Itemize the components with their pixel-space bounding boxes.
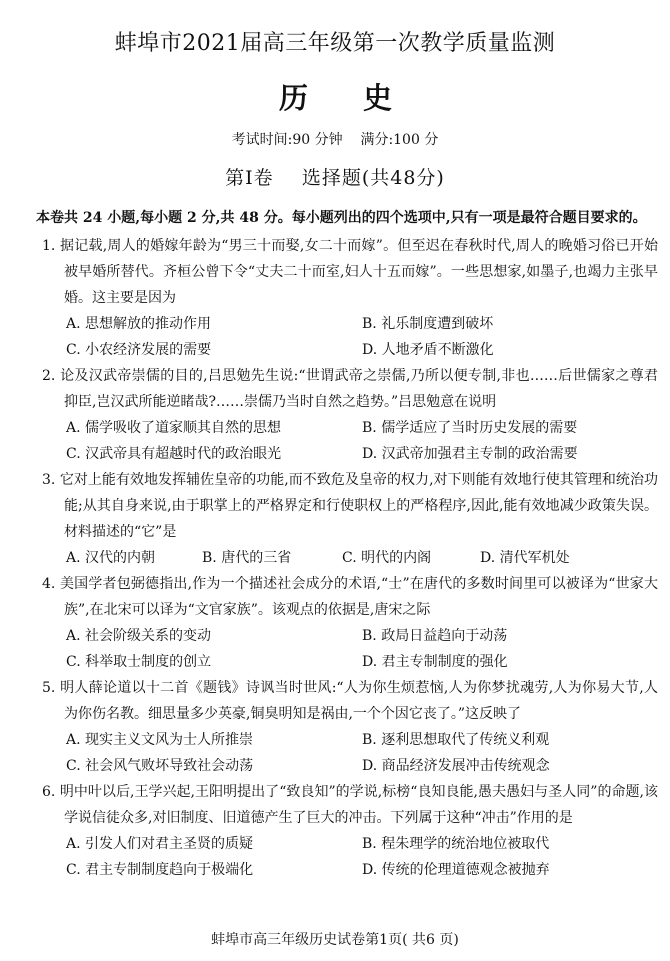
- option-b: B. 逐利思想取代了传统义利观: [362, 732, 550, 748]
- option-d: D. 君主专制制度的强化: [362, 654, 508, 670]
- option-a: A. 社会阶级关系的变动: [66, 628, 212, 644]
- option-a: A. 思想解放的推动作用: [66, 316, 212, 332]
- option-a: A. 引发人们对君主圣贤的质疑: [66, 836, 254, 852]
- question-stem: 2. 论及汉武帝崇儒的目的,吕思勉先生说:“世谓武帝之崇儒,乃所以便专制,非也……后世儒家之尊君抑臣,岂汉武所能逆睹哉?……崇儒乃当时自然之趋势。”吕思勉意在说明: [42, 368, 658, 410]
- option-d: D. 清代军机处: [480, 550, 570, 566]
- subject-char-1: 历: [279, 81, 309, 115]
- question-stem: 6. 明中叶以后,王学兴起,王阳明提出了“致良知”的学说,标榜“良知良能,愚夫愚妇与圣人同”的命题,该学说信徒众多,对旧制度、旧道德产生了巨大的冲击。下列属于这种“冲击”作用的是: [42, 784, 658, 826]
- options: [18, 545, 658, 571]
- options: [18, 831, 658, 883]
- option-b: B. 儒学适应了当时历史发展的需要: [362, 420, 578, 436]
- options: [18, 727, 658, 779]
- option-a: A. 儒学吸收了道家顺其自然的思想: [66, 420, 282, 436]
- options: [18, 311, 658, 363]
- question-5: [18, 675, 658, 779]
- part-title: 第Ⅰ卷 选择题(共48分): [225, 167, 445, 189]
- subject-title: [0, 76, 670, 117]
- options: [18, 415, 658, 467]
- option-d: D. 人地矛盾不断激化: [362, 342, 494, 358]
- option-b: B. 唐代的三省: [202, 550, 292, 566]
- question-stem: 3. 它对上能有效地发挥辅佐皇帝的功能,而不致危及皇帝的权力,对下则能有效地行使其管理和统治功能;从其自身来说,由于职掌上的严格界定和行使职权上的严格程序,因此,能有效地减少政策失误。材料描述的“它”是: [42, 472, 658, 540]
- option-d: D. 商品经济发展冲击传统观念: [362, 758, 550, 774]
- page-footer: 蚌埠市高三年级历史试卷第1页( 共6 页): [211, 932, 459, 948]
- question-4: [18, 571, 658, 675]
- option-b: B. 程朱理学的统治地位被取代: [362, 836, 550, 852]
- option-c: C. 科举取士制度的创立: [66, 654, 212, 670]
- instructions: 本卷共 24 小题,每小题 2 分,共 48 分。每小题列出的四个选项中,只有一项是最符合题目要求的。: [36, 210, 647, 226]
- exam-info: 考试时间:90 分钟 满分:100 分: [231, 132, 439, 148]
- question-6: [18, 779, 658, 883]
- question-2: [18, 363, 658, 467]
- option-d: D. 汉武帝加强君主专制的政治需要: [362, 446, 578, 462]
- subject-char-2: 史: [363, 81, 393, 115]
- exam-title: 蚌埠市2021届高三年级第一次教学质量监测: [114, 31, 556, 56]
- question-1: [18, 233, 658, 363]
- option-a: A. 汉代的内朝: [66, 550, 156, 566]
- option-c: C. 君主专制制度趋向于极端化: [66, 862, 254, 878]
- option-b: B. 政局日益趋向于动荡: [362, 628, 508, 644]
- question-stem: 5. 明人薛论道以十二首《题钱》诗讽当时世风:“人为你生烦惹恼,人为你梦扰魂劳,人为你易大节,人为你伤名教。细思量多少英豪,铜臭明知是祸由,一个个因它丧了。”这反映了: [42, 680, 658, 722]
- option-c: C. 明代的内阁: [342, 550, 432, 566]
- options: [18, 623, 658, 675]
- question-stem: 1. 据记载,周人的婚嫁年龄为“男三十而娶,女二十而嫁”。但至迟在春秋时代,周人的晚婚习俗已开始被早婚所替代。齐桓公曾下令“丈夫二十而室,妇人十五而嫁”。一些思想家,如墨子,也竭力主张早婚。这主要是因为: [42, 238, 658, 306]
- option-c: C. 小农经济发展的需要: [66, 342, 212, 358]
- option-d: D. 传统的伦理道德观念被抛弃: [362, 862, 550, 878]
- question-stem: 4. 美国学者包弼德指出,作为一个描述社会成分的术语,“士”在唐代的多数时间里可以被译为“世家大族”,在北宋可以译为“文官家族”。该观点的依据是,唐宋之际: [42, 576, 658, 618]
- option-c: C. 社会风气败坏导致社会动荡: [66, 758, 254, 774]
- option-b: B. 礼乐制度遭到破坏: [362, 316, 494, 332]
- question-3: [18, 467, 658, 571]
- option-a: A. 现实主义文风为士人所推崇: [66, 732, 254, 748]
- option-c: C. 汉武帝具有超越时代的政治眼光: [66, 446, 282, 462]
- questions-section: [18, 206, 658, 883]
